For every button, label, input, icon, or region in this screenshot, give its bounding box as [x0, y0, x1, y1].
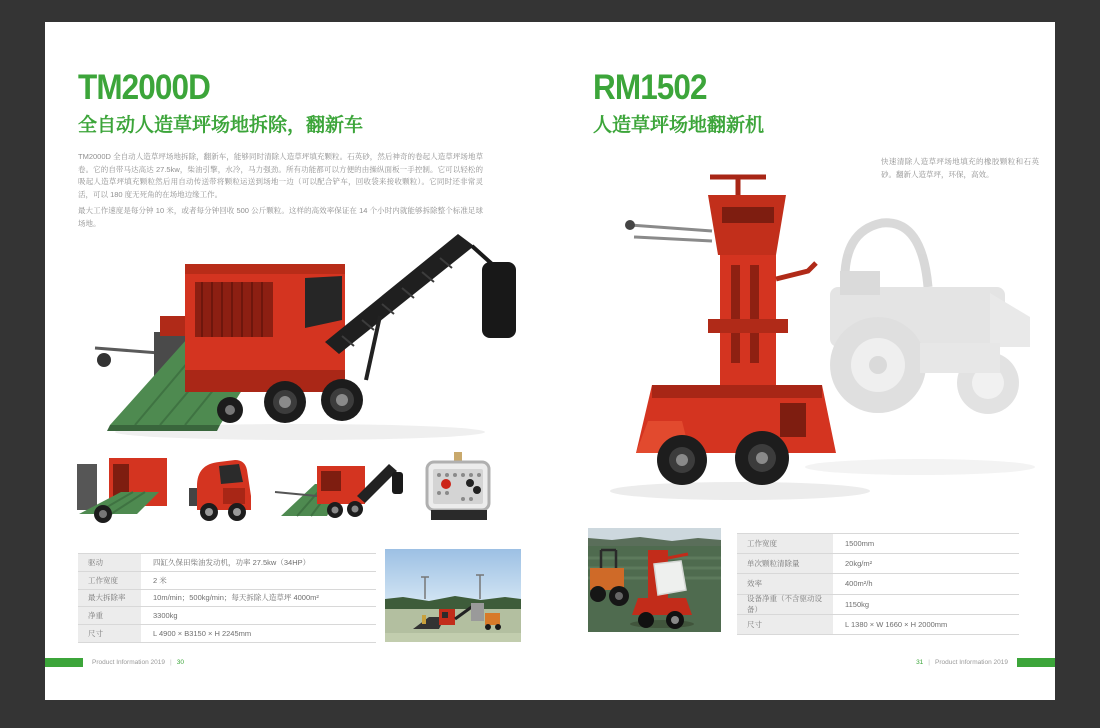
spec-row: [737, 595, 1019, 615]
rm1502-main-photo: [590, 167, 1050, 537]
spec-label: 最大拆除率: [78, 590, 141, 607]
footer-accent-bar: [45, 658, 83, 667]
spec-label: 效率: [737, 574, 833, 593]
thumbnail-ramp-closeup: [75, 452, 171, 526]
spec-label: 工作宽度: [78, 572, 141, 589]
spec-value: 400m²/h: [833, 574, 1019, 593]
tm2000d-spec-table: [78, 553, 376, 643]
spec-label: 单次颗粒清除量: [737, 554, 833, 573]
footer-divider: |: [928, 659, 930, 666]
spec-row: [78, 590, 376, 608]
rm1502-spec-table: [737, 533, 1019, 635]
spec-row: [737, 534, 1019, 554]
conveyor-arm: [325, 234, 474, 354]
footer-page-number: 31: [916, 659, 924, 666]
spec-row: [737, 554, 1019, 574]
footer-accent-bar: [1017, 658, 1055, 667]
collection-bag: [482, 262, 516, 338]
spec-label: 驱动: [78, 554, 141, 571]
cab-window: [305, 276, 342, 328]
rm1502-subtitle: 人造草坪场地翻新机: [593, 115, 765, 136]
spec-row: [78, 554, 376, 572]
footer-text: Product Information 2019: [935, 659, 1008, 666]
spec-value: 20kg/m²: [833, 554, 1019, 573]
footer-divider: |: [170, 659, 172, 666]
rm1502-field-photo: [588, 528, 721, 632]
tm2000d-field-photo: [385, 549, 521, 642]
footer-page-number: 30: [176, 659, 184, 666]
spec-value: L 1380 × W 1660 × H 2000mm: [833, 615, 1019, 634]
thumbnail-remote-control: [413, 452, 503, 526]
spec-label: 尺寸: [78, 625, 141, 642]
tm2000d-paragraph-2: 最大工作速度是每分钟 10 米，或者每分钟回收 500 公斤颗粒。这样的高效率保证在 14 个小时内就能够拆除整个标准足球场地。: [78, 206, 483, 228]
footer-text: Product Information 2019: [92, 659, 165, 666]
spec-label: 设备净重（不含驱动设备）: [737, 595, 833, 614]
rm1502-machine-illustration: [625, 177, 836, 485]
spec-row: [737, 574, 1019, 594]
spec-value: 1150kg: [833, 595, 1019, 614]
rm1502-title: RM1502: [593, 68, 707, 107]
footer-right: [916, 658, 1055, 667]
spec-row: [78, 625, 376, 643]
catalog-spread: [45, 22, 1055, 700]
tm2000d-machine-illustration: [80, 220, 525, 458]
spec-label: 尺寸: [737, 615, 833, 634]
rm1502-description: 快速清除人造草坪场地填充的橡胶颗粒和石英砂。翻新人造草坪，环保，高效。: [881, 157, 1039, 179]
spec-value: 10m/min；500kg/min；每天拆除人造草坪 4000m²: [141, 590, 376, 607]
thumbnail-full-machine: [273, 452, 407, 526]
thumbnail-cab-side: [183, 452, 259, 526]
tm2000d-main-photo: [80, 220, 525, 458]
spec-value: L 4900 × B3150 × H 2245mm: [141, 625, 376, 642]
spec-value: 1500mm: [833, 534, 1019, 553]
spec-label: 净重: [78, 607, 141, 624]
spec-label: 工作宽度: [737, 534, 833, 553]
spec-value: 四缸久保田柴油发动机，功率 27.5kw（34HP）: [141, 554, 376, 571]
tm2000d-paragraph-1: TM2000D 全自动人造草坪场地拆除，翻新车，能够同时清除人造草坪填充颗粒。石英砂，然后神奇的卷起人造草坪场地草卷。它的自带马达高达 27.5kw，柴油引擎，水冷，马力强劲。所有功能都可以方便的由操纵面板一手控制。它可以轻松的吸起人造草坪填充颗粒然后用自动传送带将颗粒运送到场地一边（可以配合铲车，回收袋来接收颗粒）。它同时还非常灵活，可以 180 度无死角的在场地边缘工作。: [78, 152, 483, 199]
footer-left: [45, 658, 184, 667]
tm2000d-subtitle: 全自动人造草坪场地拆除，翻新车: [78, 115, 364, 136]
spec-value: 2 米: [141, 572, 376, 589]
spec-row: [78, 607, 376, 625]
tm2000d-title: TM2000D: [78, 68, 211, 107]
ghost-tractor-illustration: [830, 223, 1030, 414]
spec-row: [78, 572, 376, 590]
spec-value: 3300kg: [141, 607, 376, 624]
spec-row: [737, 615, 1019, 635]
